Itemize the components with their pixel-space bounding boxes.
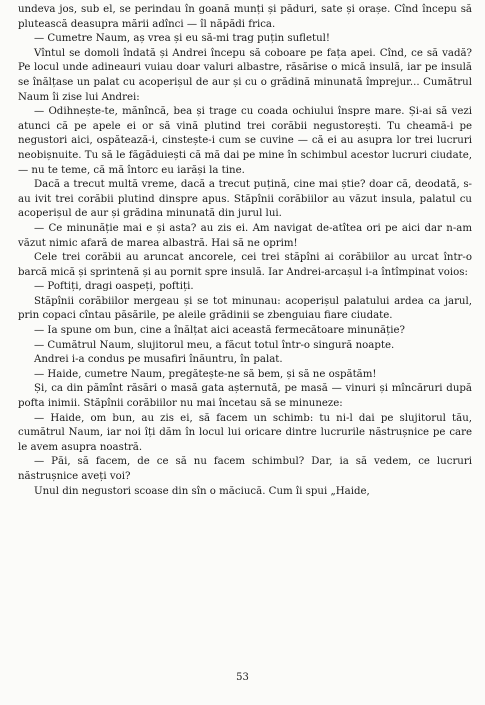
paragraph: — Ce minunăție mai e și asta? au zis ei. Am navigat de-atîtea ori pe aici dar n-am văzut nimic afară de marea albastră. Hai să ne oprim! bbox=[18, 222, 472, 249]
paragraph: Vîntul se domoli îndată și Andrei începu să coboare pe fața apei. Cînd, ce să vadă? Pe locul unde adineauri vuiau doar valuri albastre, răsărise o mică insulă, iar pe insulă se înălțase un palat cu acoperișul de aur și cu o grădină minunată împrejur... Cumătrul Naum îi zise lui Andrei: bbox=[18, 47, 472, 103]
paragraph: — Păi, să facem, de ce să nu facem schimbul? Dar, ia să vedem, ce lucruri năstrușnice aveți voi? bbox=[18, 456, 472, 482]
paragraph: Și, ca din pămînt răsări o masă gata așternută, pe masă — vinuri și mîncăruri după pofta inimii. Stăpînii corăbiilor nu mai încetau să se minuneze: bbox=[18, 383, 472, 410]
paragraph: Andrei i-a condus pe musafiri înăuntru, în palat. bbox=[34, 354, 283, 366]
paragraph: — Poftiți, dragi oaspeți, poftiți. bbox=[34, 281, 194, 293]
paragraph: Dacă a trecut multă vreme, dacă a trecut puțină, cine mai știe? doar că, deodată, s-au ivit trei corăbii plutind dinspre apus. Stăpînii corăbiilor au văzut insula, palatul cu acoperișul de aur și grădina minunată din jurul lui. bbox=[18, 179, 472, 220]
paragraph: undeva jos, sub el, se perindau în goană munți și păduri, sate și orașe. Cînd începu să plutească deasupra mării adînci — îl năpădi frica. bbox=[18, 4, 472, 30]
paragraph: Stăpînii corăbiilor mergeau și se tot minunau: acoperișul palatului ardea ca jarul, prin copaci cîntau păsările, pe aleile grădinii se zbenguiau fiare ciudate. bbox=[18, 295, 472, 322]
paragraph: — Odihnește-te, mănîncă, bea și trage cu coada ochiului înspre mare. Și-ai să vezi atunci că pe apele ei or să vină plutind trei corăbii negustorești. Tu cheamă-i pe negustori aici, ospătează-i, cinstește-i cum se cuvine — că ei au asupra lor trei lucruri neobișnuite. Tu să le făgăduiești că mă dai pe mine în schimbul acestor lucruri ciudate,— nu te teme, că mă întorc eu iarăși la tine. bbox=[18, 106, 472, 176]
paragraph: Unul din negustori scoase din sîn o măciucă. Cum îi spui „Haide, bbox=[34, 485, 370, 497]
paragraph: — Haide, om bun, au zis ei, să facem un schimb: tu ni-l dai pe slujitorul tău, cumătrul Naum, iar noi îți dăm în locul lui oricare dintre lucrurile năstrușnice pe care le avem asupra noastră. bbox=[18, 412, 472, 453]
page-body bbox=[18, 3, 472, 499]
paragraph: Cele trei corăbii au aruncat ancorele, cei trei stăpîni ai corăbiilor au urcat într-o barcă mică și sprintenă și au pornit spre insulă. Iar Andrei-arcașul i-a întîmpinat voios: bbox=[18, 252, 472, 278]
paragraph: — Cumătrul Naum, slujitorul meu, a făcut totul într-o singură noapte. bbox=[34, 339, 395, 351]
paragraph: — Haide, cumetre Naum, pregătește-ne să bem, și să ne ospătăm! bbox=[34, 368, 377, 380]
paragraph: — Cumetre Naum, aș vrea și eu să-mi trag puțin sufletul! bbox=[34, 33, 330, 45]
paragraph: — Ia spune om bun, cine a înălțat aici această fermecătoare minunăție? bbox=[34, 325, 405, 337]
page-number: 53 bbox=[236, 672, 249, 683]
